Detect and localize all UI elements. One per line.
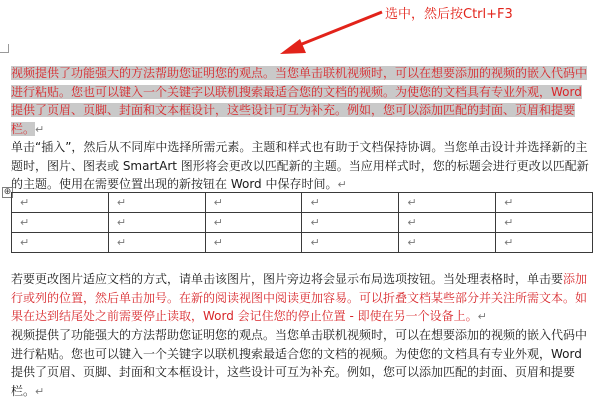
paragraph-text: 视频提供了功能强大的方法帮助您证明您的观点。当您单击联机视频时，可以在想要添加的视频的嵌入代码中进行粘贴。您也可以键入一个关键字以联机搜索最适合您的文档的视频。为使您的文档具有专业外观，Word 提供了页眉、页脚、封面和文本框设计，这些设计可互为补充。例如，您可以添加匹配的封面、页眉和提要栏。 (11, 328, 588, 398)
table-cell[interactable]: ↵ (399, 193, 496, 213)
table-row[interactable] (12, 233, 593, 253)
paragraph-text: 单击“插入”，然后从不同库中选择所需元素。主题和样式也有助于文档保持协调。当您单击设计并选择新的主题时，图片、图表或 SmartArt 图形将会更改以匹配新的主题。当应用样式时，您的标题会进行更改以匹配新的主题。使用在需要位置出现的新按钮在 Word 中保存时间。 (11, 140, 589, 191)
table-row[interactable] (12, 193, 593, 213)
body-paragraph[interactable] (11, 270, 596, 327)
table-cell[interactable]: ↵ (302, 233, 399, 253)
body-paragraph[interactable] (11, 326, 596, 401)
body-paragraph[interactable] (11, 138, 596, 195)
selected-paragraph[interactable] (11, 64, 596, 139)
table-cell[interactable]: ↵ (399, 233, 496, 253)
table-cell[interactable]: ↵ (496, 213, 593, 233)
table-cell[interactable]: ↵ (108, 213, 205, 233)
table-cell[interactable]: ↵ (12, 213, 109, 233)
table-cell[interactable]: ↵ (108, 233, 205, 253)
table-row[interactable] (12, 213, 593, 233)
page-margin-corner-mark (0, 44, 9, 53)
annotation-callout: 选中，然后按Ctrl+F3 (385, 7, 513, 22)
paragraph-mark: ↵ (35, 122, 45, 136)
red-paragraph-text: 添加行或列的位置，然后单击加号。在新的阅读视图中阅读更加容易。可以折叠文档某些部分并关注所需文本。如果在达到结尾处之前需要停止读取，Word 会记住您的停止位置 - 即使在另一个设备上。 (11, 272, 588, 323)
table-cell[interactable]: ↵ (12, 233, 109, 253)
table-cell[interactable]: ↵ (205, 213, 302, 233)
table-move-handle-icon[interactable]: ⊕ (3, 187, 12, 197)
paragraph-text: 若要更改图片适应文档的方式，请单击该图片，图片旁边将会显示布局选项按钮。当处理表格时，单击要 (11, 272, 564, 286)
annotation-arrow-icon (270, 8, 390, 60)
table-cell[interactable]: ↵ (496, 193, 593, 213)
table-cell[interactable]: ↵ (205, 233, 302, 253)
paragraph-mark: ↵ (477, 310, 487, 323)
document-table[interactable] (11, 192, 593, 253)
table-cell[interactable]: ↵ (12, 193, 109, 213)
table-cell[interactable]: ↵ (205, 193, 302, 213)
paragraph-mark: ↵ (35, 384, 45, 398)
table-cell[interactable]: ↵ (302, 193, 399, 213)
selected-text[interactable]: 视频提供了功能强大的方法帮助您证明您的观点。当您单击联机视频时，可以在想要添加的视频的嵌入代码中进行粘贴。您也可以键入一个关键字以联机搜索最适合您的文档的视频。为使您的文档具有专业外观，Word 提供了页眉、页脚、封面和文本框设计，这些设计可互为补充。例如，您可以添加匹配的封面、页眉和提要栏。 (11, 66, 588, 136)
table-cell[interactable]: ↵ (302, 213, 399, 233)
table-cell[interactable]: ↵ (108, 193, 205, 213)
paragraph-mark: ↵ (337, 178, 347, 191)
table-cell[interactable]: ↵ (496, 233, 593, 253)
table-cell[interactable]: ↵ (399, 213, 496, 233)
